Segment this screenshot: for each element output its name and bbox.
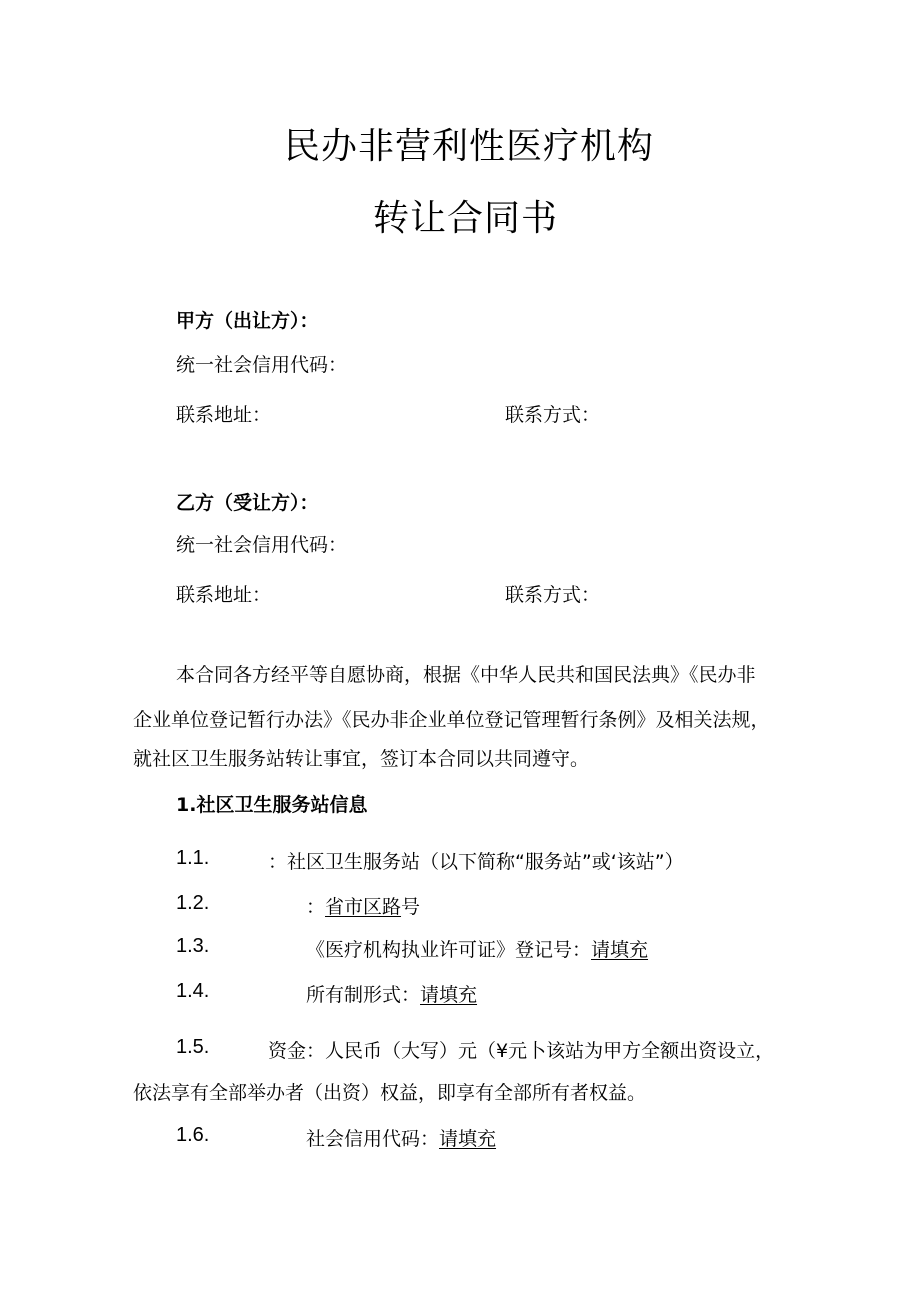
item-1-4-text [306, 980, 477, 1007]
item-1-3-license-field[interactable]: 请填充 [591, 939, 649, 961]
item-1-1-number: 1.1. [176, 847, 210, 869]
document-title: 民办非营利性医疗机构 [284, 126, 655, 167]
item-1-4-prefix: 所有制形式： [306, 984, 421, 1006]
item-1-2-text [306, 892, 420, 919]
item-1-2-address-field[interactable]: 省市区路 [325, 896, 402, 918]
item-1-3-number: 1.3. [176, 935, 210, 957]
document-subtitle: 转让合同书 [373, 198, 559, 239]
item-1-6-text [306, 1124, 496, 1151]
item-1-4-number: 1.4. [176, 980, 210, 1002]
section-1-heading: 1.社区卫生服务站信息 [176, 794, 368, 816]
item-1-2-suffix: 号 [401, 896, 421, 918]
item-1-1-text: ：社区卫生服务站（以下简称“服务站”或‘该站”） [268, 851, 684, 873]
party-a-heading: 甲方（出让方）： [176, 310, 319, 332]
item-1-2-number: 1.2. [176, 892, 210, 914]
item-1-4-ownership-field[interactable]: 请填充 [420, 984, 478, 1006]
preamble-line-2: 企业单位登记暂行办法》《民办非企业单位登记管理暂行条例》及相关法规， [133, 709, 770, 731]
item-1-6-credit-code-field[interactable]: 请填充 [439, 1128, 497, 1150]
item-1-3-text [306, 935, 648, 962]
party-b-heading: 乙方（受让方）： [176, 492, 319, 514]
item-1-6-number: 1.6. [176, 1124, 210, 1146]
item-1-5-continuation: 依法享有全部举办者（出资）权益，即享有全部所有者权益。 [133, 1082, 647, 1104]
party-a-address-label: 联系地址： [176, 404, 272, 426]
item-1-2-prefix: ： [306, 896, 326, 918]
party-b-credit-code-label: 统一社会信用代码： [176, 534, 348, 556]
preamble-line-3: 就社区卫生服务站转让事宜，签订本合同以共同遵守。 [133, 748, 590, 770]
item-1-5-text: 资金：人民币（大写）元（¥元卜该站为甲方全额出资设立， [268, 1040, 775, 1062]
item-1-5-number: 1.5. [176, 1036, 210, 1058]
preamble-line-1: 本合同各方经平等自愿协商，根据《中华人民共和国民法典》《民办非 [176, 664, 756, 686]
party-b-contact-label: 联系方式： [505, 584, 601, 606]
party-a-credit-code-label: 统一社会信用代码： [176, 354, 348, 376]
party-a-contact-label: 联系方式： [505, 404, 601, 426]
item-1-6-prefix: 社会信用代码： [306, 1128, 440, 1150]
party-b-address-label: 联系地址： [176, 584, 272, 606]
item-1-3-prefix: 《医疗机构执业许可证》登记号： [306, 939, 592, 961]
